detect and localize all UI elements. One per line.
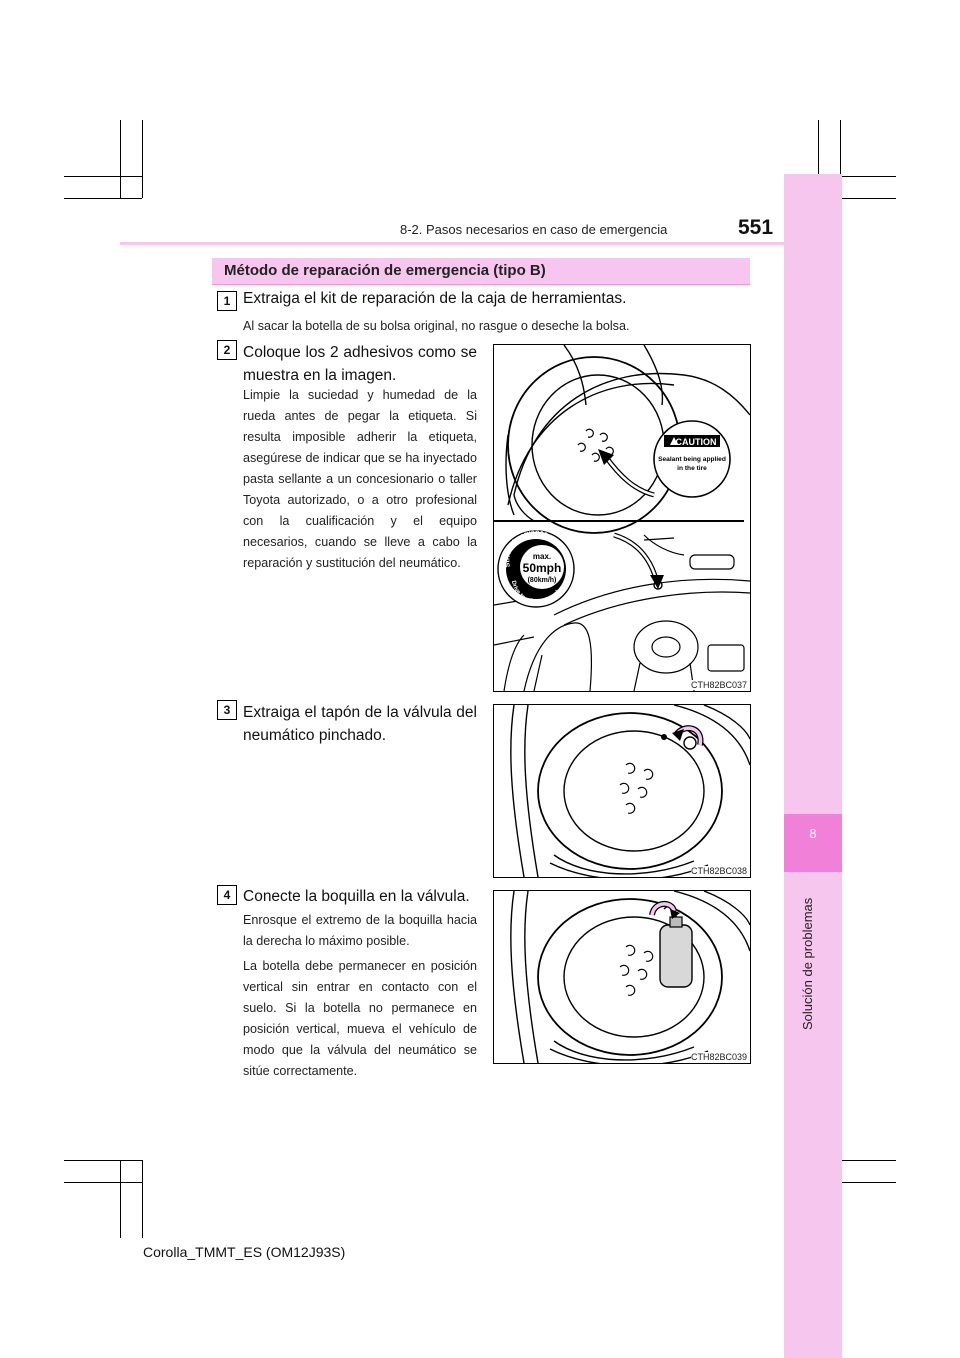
figure-stickers: [493, 344, 751, 692]
header-rule: [120, 242, 842, 245]
step-note: Enrosque el extremo de la boquilla hacia la derecha lo máximo posible.: [243, 913, 477, 948]
speed-ring-bottom: Drive to a Toyota Deal: [509, 580, 562, 606]
step-main-text: Extraiga el tapón de la válvula del neumático pinchado.: [243, 704, 477, 744]
lug-nuts: [620, 763, 653, 813]
step-number-box: 1: [217, 291, 237, 311]
figure-valve-cap: [493, 704, 751, 878]
section-underline: [212, 284, 750, 285]
caution-title: CAUTION: [675, 437, 717, 447]
speed-kmh: (80km/h): [527, 577, 557, 584]
valve-cap-illustration: [494, 705, 750, 877]
page-number: 551: [738, 216, 774, 239]
step-number-box: 4: [217, 885, 237, 905]
figure-code: CTH82BC039: [690, 1052, 747, 1062]
step-note: La botella debe permanecer en posición vertical sin entrar en contacto con el suelo. Si la botella no permanece en posición vertical, mueva el vehículo de modo que la válvula del neumático se sitúe correctamente.: [243, 959, 477, 1078]
step-number-box: 2: [217, 340, 237, 360]
chapter-label: Solución de problemas: [800, 897, 815, 1030]
chapter-heading: 8-2. Pasos necesarios en caso de emergencia: [400, 222, 668, 237]
speed-value: 50mph: [522, 561, 562, 575]
side-tab: [784, 174, 842, 1358]
step-note: Al sacar la botella de su bolsa original, no rasgue o deseche la bolsa.: [243, 319, 630, 333]
caution-line1: Sealant being applied: [658, 456, 726, 463]
chapter-number-box: [784, 814, 842, 872]
step-number-box: 3: [217, 700, 237, 720]
section-title: Método de reparación de emergencia (tipo B): [224, 262, 546, 279]
step-main-text: Extraiga el kit de reparación de la caja de herramientas.: [243, 290, 627, 307]
chapter-label-container: [800, 880, 830, 1030]
step-note: Limpie la suciedad y humedad de la rueda antes de pegar la etiqueta. Si resulta imposible adherir la etiqueta, asegúrese de indicar que se ha inyectado pasta sellante a un concesionario o taller Toyota autorizado, o a otro profesional con la cualificación y el equipo necesarios, cuando se lleve a cabo la reparación y sustitución del neumático.: [243, 388, 477, 570]
footer-document-id: Corolla_TMMT_ES (OM12J93S): [143, 1244, 346, 1260]
nozzle-illustration: [494, 891, 750, 1063]
speed-ring-top: Strict observance: [504, 529, 549, 568]
stickers-illustration: [494, 345, 750, 691]
chapter-number: 8: [809, 826, 817, 841]
caution-line2: in the tire: [677, 465, 707, 472]
figure-code: CTH82BC038: [690, 866, 747, 876]
figure-nozzle: [493, 890, 751, 1064]
figure-code: CTH82BC037: [690, 680, 747, 690]
step-main-text: Coloque los 2 adhesivos como se muestra en la imagen.: [243, 344, 477, 384]
speed-max: max.: [532, 552, 552, 561]
lug-nuts: [620, 945, 653, 995]
sealant-bottle: [660, 925, 692, 987]
step-main-text: Conecte la boquilla en la válvula.: [243, 888, 470, 905]
